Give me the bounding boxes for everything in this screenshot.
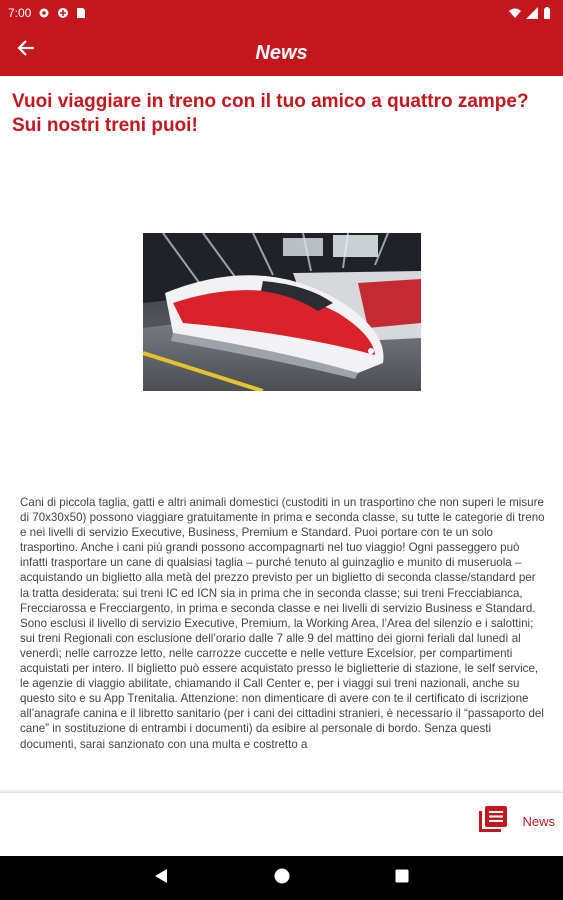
bottom-nav-news-label: News: [522, 814, 555, 829]
bottom-nav: [0, 792, 563, 856]
status-right: [509, 7, 555, 19]
bottom-nav-news[interactable]: [478, 805, 555, 838]
gear-icon: [38, 7, 50, 19]
status-bar: [0, 0, 563, 26]
back-button[interactable]: [10, 36, 42, 64]
news-list-icon: [478, 805, 508, 838]
system-home-button[interactable]: [272, 868, 292, 888]
notification-icon: [57, 7, 69, 19]
article-headline: Vuoi viaggiare in treno con il tuo amico a quattro zampe? Sui nostri treni puoi!: [12, 91, 529, 136]
arrow-back-icon: [17, 39, 35, 62]
battery-icon: [543, 7, 555, 19]
back-triangle-icon: [154, 868, 168, 889]
signal-icon: [526, 7, 538, 19]
system-nav-bar: [0, 856, 563, 900]
system-recents-button[interactable]: [392, 868, 412, 888]
wifi-icon: [509, 7, 521, 19]
app-bar: [0, 26, 563, 76]
article-image: [143, 233, 421, 391]
recents-square-icon: [395, 869, 409, 888]
system-back-button[interactable]: [151, 868, 171, 888]
article-content[interactable]: [0, 76, 563, 792]
article-body: Cani di piccola taglia, gatti e altri animali domestici (custoditi in un trasportino che non superi le misure di 70x30x50) possono viaggiare gratuitamente in prima e seconda classe, su tutte le categorie di treno e nei livelli di servizio Executive, Business, Premium e Standard. Puoi portare con te un solo trasportino. Anche i cani più grandi possono accompagnarti nel tuo viaggio! Ogni passeggero può infatti trasportare un cane di qualsiasi taglia – purché tenuto al guinzaglio e munito di museruola – acquistando un biglietto alla metà del prezzo previsto per un biglietto di seconda classe/standard per la tratta desiderata: sui treni IC ed ICN sia in prima che in seconda classe; sui treni Frecciabianca, Frecciarossa e Frecciargento, in prima e seconda classe e nei livelli di servizio Business e Standard. Sono esclusi il livello di servizio Executive, Premium, la Working Area, l’Area del silenzio e i salottini; sui treni Regionali con esclusione dell’orario dalle 7 alle 9 del mattino dei giorni feriali dal lunedì al venerdì; nelle carrozze letto, nelle carrozze cuccette e nelle vetture Excelsior, per compartimenti acquistati per intero. Il biglietto può essere acquistato presso le biglietterie di stazione, le self service, le agenzie di viaggio abilitate, chiamando il Call Center e, per i viaggi sui treni nazionali, anche su questo sito e su App Trenitalia. Attenzione: non dimenticare di avere con te il certificato di iscrizione all’anagrafe canina e il libretto sanitario (per i cani dei cittadini stranieri, è necessario il “passaporto del cane” in sostituzione di entrambi i documenti) da esibire al personale di bordo. Senza questi documenti, sarai sanzionato con una multa e costretto a: [20, 496, 545, 751]
sim-icon: [76, 7, 88, 19]
page-title: News: [255, 41, 308, 64]
home-circle-icon: [274, 868, 290, 889]
status-time: 7:00: [8, 6, 32, 20]
status-left: [8, 6, 88, 20]
